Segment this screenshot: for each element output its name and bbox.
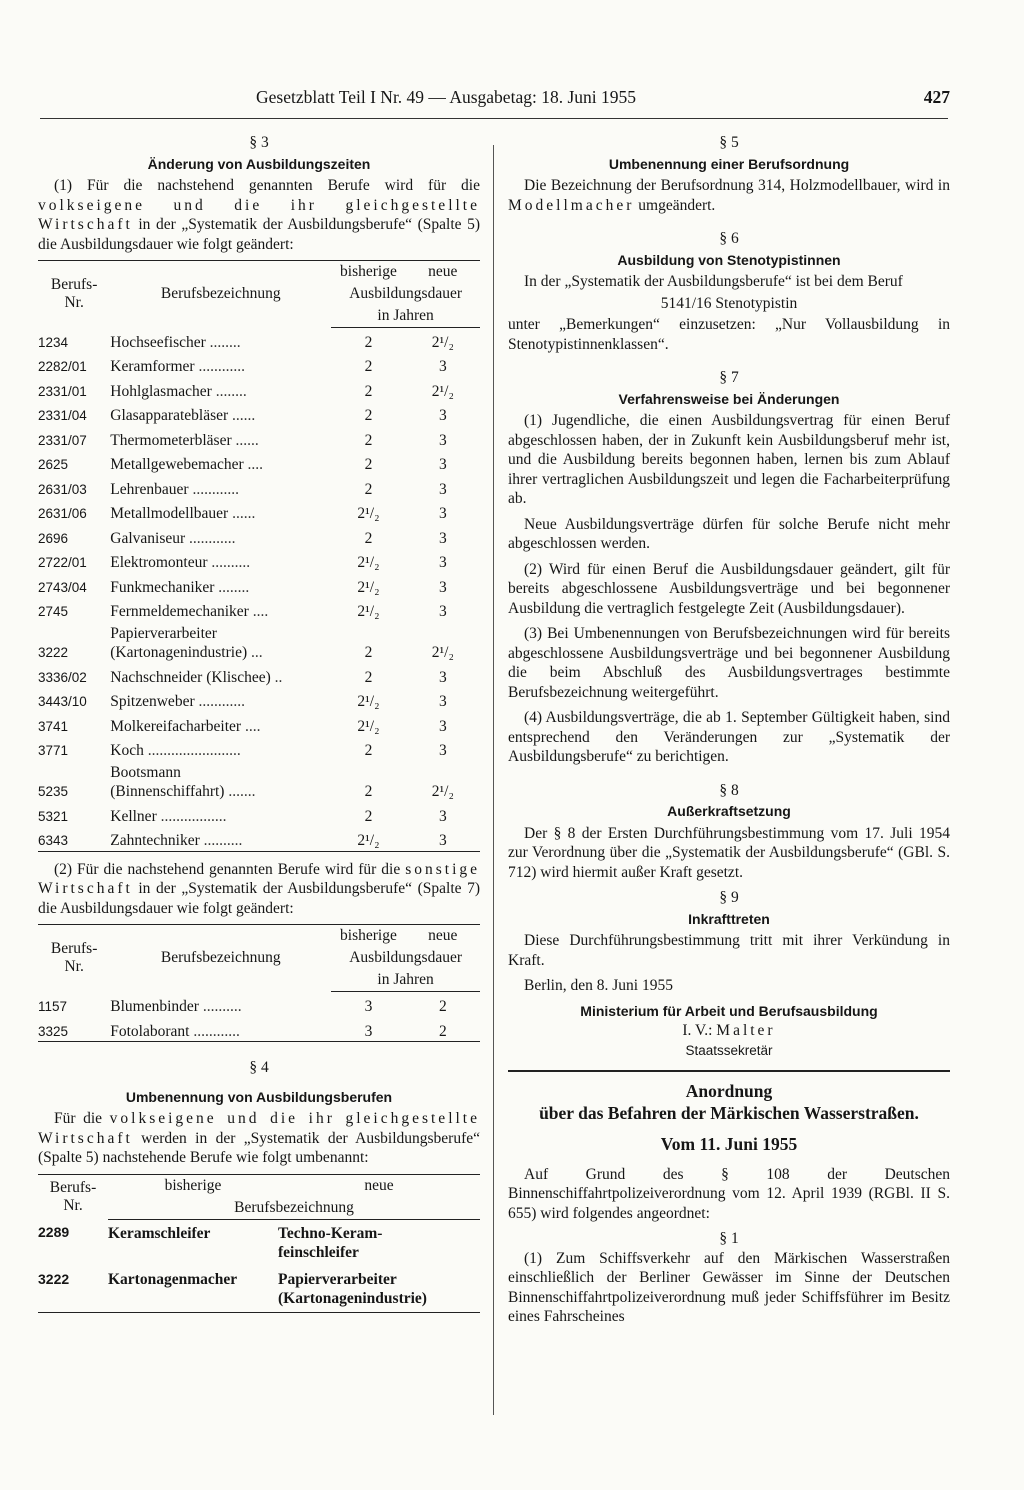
column-divider — [493, 145, 494, 1415]
cell-berufs-nr: 2631/06 — [38, 506, 87, 521]
cell-bisherige: 2¹/₂ — [357, 603, 380, 620]
cell-berufs-nr: 3325 — [38, 1023, 69, 1039]
cell-berufs-nr: 2331/04 — [38, 408, 87, 423]
duration-table-1 — [38, 260, 480, 852]
cell-name-text: Zahntechniker — [110, 832, 200, 849]
table-row — [38, 426, 480, 451]
cell-berufsbezeichnung — [110, 622, 331, 663]
cell-neue: 3 — [438, 693, 447, 710]
table-row — [38, 377, 480, 402]
cell-name-text: Kellner — [110, 807, 157, 825]
cell-name-text: Funkmechaniker — [110, 578, 215, 596]
cell-bisherige: 2 — [364, 807, 373, 825]
table-row — [38, 663, 480, 688]
cell-neue: 3 — [438, 529, 447, 547]
section-7-title: Verfahrensweise bei Änderungen — [618, 390, 840, 407]
cell-neue: 3 — [438, 505, 447, 522]
cell-name-text: Molkereifacharbeiter — [110, 717, 242, 735]
cell-neue: 3 — [438, 431, 447, 449]
section-5-title: Umbenennung einer Berufsordnung — [608, 155, 850, 172]
cell-berufs-nr: 2743/04 — [38, 579, 87, 595]
cell-name-text: Lehrenbauer — [110, 480, 189, 498]
th-rename-nr: Berufs- Nr. — [49, 1178, 97, 1214]
leader-dots: .... — [252, 603, 269, 620]
cell-berufsbezeichnung — [110, 992, 331, 1017]
cell-bisherige: 2¹/₂ — [357, 693, 380, 710]
cell-berufs-nr: 5321 — [38, 808, 69, 824]
section-6-title: Ausbildung von Stenotypistinnen — [617, 251, 841, 268]
leader-dots: .... — [247, 456, 264, 473]
cell-neue: 3 — [438, 668, 447, 686]
ministry-name: Ministerium für Arbeit und Berufsausbildung — [580, 1002, 878, 1019]
leader-dots: ........ — [218, 578, 250, 596]
cell-bisherige: 2 — [364, 382, 373, 400]
th-in-jahren: in Jahren — [331, 305, 480, 328]
th-in-jahren-2: in Jahren — [331, 969, 480, 992]
section-7-paragraph-4: (4) Ausbildungsverträge, die ab 1. September Gültigkeit haben, sind entsprechend den Veränderungen zur „Systematik der Ausbildungsberufe“ zu berichtigen. — [508, 709, 950, 765]
cell-berufsbezeichnung — [110, 352, 331, 377]
cell-neue: 2 — [438, 1022, 447, 1040]
cell-bisherige: 2¹/₂ — [357, 554, 380, 571]
cell-bisherige: 2¹/₂ — [357, 717, 380, 735]
cell-berufs-nr: 2331/01 — [38, 383, 87, 399]
cell-berufsbezeichnung — [110, 401, 331, 426]
table-row — [38, 597, 480, 622]
cell-berufs-nr: 3443/10 — [38, 694, 87, 709]
cell-berufsbezeichnung — [110, 687, 331, 712]
cell-berufs-nr: 6343 — [38, 833, 69, 848]
anordnung-subtitle: über das Befahren der Märkischen Wasserstraßen. — [539, 1102, 919, 1123]
cell-berufsbezeichnung — [110, 499, 331, 524]
table-row — [38, 1266, 480, 1313]
section-7-paragraph-1: (1) Jugendliche, die einen Ausbildungsvertrag für einen Beruf abgeschlossen haben, der in Zukunft kein Ausbildungsberuf mehr ist, und die Ausbildung bereits begonnen haben, lernen bis zum Ablauf ihrer vertraglichen Ausbildungszeit und legen die Facharbeiterprüfung ab. — [508, 412, 950, 507]
cell-rename-nr: 2289 — [38, 1224, 70, 1240]
rename-table — [38, 1174, 480, 1313]
cell-name-text: Blumenbinder — [110, 998, 199, 1015]
section-6-paragraph-2: unter „Bemerkungen“ einzusetzen: „Nur Vollausbildung in Stenotypistinnenklassen“. — [508, 316, 950, 353]
section-4-title: Umbenennung von Ausbildungsberufen — [125, 1088, 393, 1105]
th-berufsbezeichnung: Berufsbezeichnung — [160, 285, 281, 303]
cell-berufs-nr: 2625 — [38, 457, 69, 472]
leader-dots: .......... — [202, 998, 242, 1015]
cell-neue: 3 — [438, 554, 447, 571]
cell-bisherige: 3 — [364, 1022, 373, 1040]
cell-name-text: Nachschneider (Klischee) — [110, 668, 271, 686]
section-9-title: Inkrafttreten — [688, 910, 770, 927]
cell-berufsbezeichnung — [110, 826, 331, 851]
table-row — [38, 1017, 480, 1042]
cell-name-text: Papierverarbeiter (Kartonagenindustrie) — [110, 624, 248, 661]
cell-berufs-nr: 1157 — [38, 999, 68, 1014]
leader-dots: ............ — [198, 693, 245, 710]
cell-bisherige: 2¹/₂ — [357, 578, 380, 596]
cell-neue: 2¹/₂ — [431, 382, 454, 400]
cell-bisherige: 2¹/₂ — [357, 505, 380, 522]
right-column — [508, 133, 950, 1333]
section-7-paragraph-1b: Neue Ausbildungsverträge dürfen für solche Berufe nicht mehr abgeschlossen werden. — [508, 515, 950, 552]
cell-bisherige: 2 — [364, 456, 373, 473]
cell-berufsbezeichnung — [110, 663, 331, 688]
cell-name-text: Thermometerbläser — [110, 431, 232, 449]
cell-berufsbezeichnung — [110, 802, 331, 827]
section-8-paragraph: Der § 8 der Ersten Durchführungsbestimmung vom 17. Juli 1954 zur Verordnung über die „Systematik der Ausbildungsberufe“ (GBl. S. 712) wird hiermit außer Kraft gesetzt. — [508, 824, 950, 881]
cell-berufsbezeichnung — [110, 712, 331, 737]
cell-berufs-nr: 3741 — [38, 718, 69, 734]
cell-neue: 3 — [438, 717, 447, 735]
table-row — [38, 548, 480, 573]
cell-berufs-nr: 5235 — [38, 784, 69, 799]
th-rename-old: bisherige — [164, 1176, 222, 1194]
table-row — [38, 736, 480, 761]
table-row — [38, 475, 480, 500]
anordnung-date: Vom 11. Juni 1955 — [660, 1134, 798, 1154]
cell-berufsbezeichnung — [110, 524, 331, 549]
cell-rename-old: Kartonagenmacher — [108, 1270, 238, 1288]
leader-dots: ................. — [160, 807, 227, 825]
place-date: Berlin, den 8. Juni 1955 — [524, 977, 673, 994]
cell-neue: 2¹/₂ — [431, 783, 454, 800]
th-berufs-nr-2: Berufs- Nr. — [50, 940, 98, 976]
cell-berufs-nr: 2745 — [38, 604, 69, 619]
section-4-paragraph: Für die volkseigene und die ihr gleichgestellte Wirtschaft werden in der „Systematik der Ausbildungsberufe“ (Spalte 5) nachstehende Berufe wie folgt umbenannt: — [38, 1110, 481, 1166]
cell-berufsbezeichnung — [110, 736, 331, 761]
cell-name-text: Elektromonteur — [110, 554, 208, 571]
leader-dots: ............ — [192, 480, 239, 498]
cell-neue: 3 — [438, 456, 447, 473]
cell-neue: 3 — [438, 832, 447, 849]
header-rule — [40, 118, 948, 119]
section-8-title: Außerkraftsetzung — [667, 803, 791, 819]
th-neue-2: neue — [428, 927, 458, 944]
cell-bisherige: 2 — [364, 783, 373, 800]
cell-name-text: Glasapparatebläser — [110, 407, 229, 424]
table-row — [38, 328, 480, 353]
cell-bisherige: 2¹/₂ — [357, 832, 380, 849]
page-number: 427 — [923, 87, 950, 107]
leader-dots: ............ — [198, 358, 245, 375]
th-berufsbezeichnung-2: Berufsbezeichnung — [160, 949, 281, 967]
cell-berufsbezeichnung — [110, 328, 331, 353]
cell-neue: 3 — [438, 407, 447, 424]
cell-neue: 2¹/₂ — [431, 644, 454, 661]
leader-dots: ........ — [209, 333, 241, 351]
cell-name-text: Metallmodellbauer — [110, 505, 229, 522]
cell-berufs-nr: 2696 — [38, 530, 69, 546]
cell-bisherige: 2 — [364, 431, 373, 449]
cell-name-text: Hochseefischer — [110, 333, 206, 351]
cell-neue: 3 — [438, 742, 447, 759]
cell-berufs-nr: 2331/07 — [38, 432, 87, 448]
cell-bisherige: 3 — [364, 998, 373, 1015]
cell-berufsbezeichnung — [110, 573, 331, 598]
cell-berufsbezeichnung — [110, 1017, 331, 1042]
anordnung-section-1-paragraph: (1) Zum Schiffsverkehr auf den Märkischen Wasserstraßen einschließlich der Berliner Gewässer im Sinne der Deutschen Binnenschiffahrtpolizeiverordnung muß jeder Schiffsführer im Besitz eines Fahrscheines — [508, 1249, 950, 1325]
cell-name-text: Keramformer — [110, 358, 195, 375]
cell-berufs-nr: 2282/01 — [38, 359, 87, 374]
cell-neue: 2¹/₂ — [431, 333, 454, 351]
cell-berufsbezeichnung — [110, 426, 331, 451]
signer-line: I. V.: Malter — [682, 1022, 776, 1039]
cell-name-text: Koch — [110, 742, 144, 759]
page-header — [40, 88, 950, 112]
table-row — [38, 761, 480, 802]
th-ausbildungsdauer-2: Ausbildungsdauer — [349, 949, 463, 966]
cell-berufs-nr: 1234 — [38, 334, 69, 350]
cell-bisherige: 2 — [364, 668, 373, 686]
section-7-paragraph-3: (3) Bei Umbenennungen von Berufsbezeichnungen wird für bereits abgeschlossene Ausbildungsverträge und bei begonnener Ausbildung die beim Abschluß des Ausbildungsvertrages bestimmte Berufsbezeichnung weitergeführt. — [508, 625, 950, 701]
cell-name-text: Fernmeldemechaniker — [110, 603, 249, 620]
table-row — [38, 622, 480, 663]
leader-dots: .... — [244, 717, 261, 735]
cell-berufs-nr: 2631/03 — [38, 481, 87, 497]
anordnung-paragraph: Auf Grund des § 108 der Deutschen Binnenschiffahrtpolizeiverordnung vom 12. April 1939 (RGBl. II S. 655) wird folgendes angeordnet: — [508, 1165, 950, 1222]
section-3-paragraph-1: (1) Für die nachstehend genannten Berufe wird für die volkseigene und die ihr gleichgestellte Wirtschaft in der „Systematik der Ausbildungsberufe“ (Spalte 5) die Ausbildungsdauer wie folgt geändert: — [38, 177, 481, 253]
section-7-number: § 7 — [719, 369, 739, 386]
cell-rename-new: Techno-Keram- feinschleifer — [278, 1224, 383, 1261]
cell-berufsbezeichnung — [110, 475, 331, 500]
th-berufs-nr: Berufs- Nr. — [50, 276, 98, 312]
leader-dots: ...... — [232, 505, 256, 522]
section-8-number: § 8 — [719, 781, 739, 799]
left-column — [38, 133, 480, 1321]
cell-neue: 3 — [438, 480, 447, 498]
cell-name-text: Galvaniseur — [110, 529, 186, 547]
table-row — [38, 352, 480, 377]
cell-berufsbezeichnung — [110, 548, 331, 573]
header-title: Gesetzblatt Teil I Nr. 49 — Ausgabetag: 18. Juni 1955 — [256, 87, 636, 107]
cell-name-text: Hohlglasmacher — [110, 382, 212, 400]
duration-table-2 — [38, 924, 480, 1042]
cell-berufs-nr: 3222 — [38, 645, 69, 660]
table-row — [38, 802, 480, 827]
cell-name-text: Metallgewebemacher — [110, 456, 244, 473]
leader-dots: ...... — [235, 431, 259, 449]
cell-name-text: Spitzenweber — [110, 693, 195, 710]
leader-dots: ...... — [232, 407, 256, 424]
section-3-title: Änderung von Ausbildungszeiten — [147, 155, 371, 172]
cell-rename-old: Keramschleifer — [108, 1224, 211, 1242]
leader-dots: .......... — [211, 554, 251, 571]
anordnung-title: Anordnung — [685, 1081, 773, 1101]
cell-neue: 2 — [438, 998, 447, 1015]
cell-neue: 3 — [438, 578, 447, 596]
leader-dots: ........................ — [147, 742, 241, 759]
anordnung-section-1-number: § 1 — [719, 1230, 739, 1247]
cell-bisherige: 2 — [364, 358, 373, 375]
section-5-paragraph: Die Bezeichnung der Berufsordnung 314, Holzmodellbauer, wird in Modellmacher umgeändert. — [508, 177, 950, 214]
cell-rename-new: Papierverarbeiter (Kartonagenindustrie) — [278, 1270, 427, 1307]
section-separator — [508, 1070, 950, 1072]
th-ausbildungsdauer: Ausbildungsdauer — [349, 285, 463, 302]
leader-dots: .......... — [203, 832, 243, 849]
leader-dots: ............ — [193, 1022, 240, 1040]
cell-berufs-nr: 2722/01 — [38, 555, 87, 570]
section-3-paragraph-2: (2) Für die nachstehend genannten Berufe wird für die sonstige Wirtschaft in der „Systematik der Ausbildungsberufe“ (Spalte 7) die Ausbildungsdauer wie folgt geändert: — [38, 860, 481, 917]
th-bisherige: bisherige — [340, 263, 397, 280]
cell-berufsbezeichnung — [110, 597, 331, 622]
th-rename-new: neue — [364, 1176, 394, 1194]
section-4-number: § 4 — [249, 1059, 269, 1076]
section-3-number: § 3 — [249, 134, 269, 151]
section-6-number: § 6 — [719, 230, 739, 247]
section-9-paragraph: Diese Durchführungsbestimmung tritt mit ihrer Verkündung in Kraft. — [508, 932, 950, 969]
leader-dots: ... — [251, 644, 263, 661]
cell-bisherige: 2 — [364, 480, 373, 498]
cell-berufsbezeichnung — [110, 450, 331, 475]
table-row — [38, 450, 480, 475]
cell-berufsbezeichnung — [110, 761, 331, 802]
cell-berufs-nr: 3771 — [38, 743, 69, 758]
table-row — [38, 992, 480, 1017]
table-row — [38, 687, 480, 712]
section-5-number: § 5 — [719, 134, 739, 151]
cell-name-text: Fotolaborant — [110, 1022, 190, 1040]
table-row — [38, 712, 480, 737]
table-row — [38, 524, 480, 549]
th-bisherige-2: bisherige — [340, 927, 397, 944]
table-row — [38, 573, 480, 598]
cell-berufsbezeichnung — [110, 377, 331, 402]
signer-role: Staatssekretär — [685, 1042, 773, 1058]
table-row — [38, 401, 480, 426]
cell-neue: 3 — [438, 603, 447, 620]
leader-dots: ....... — [228, 783, 256, 800]
cell-bisherige: 2 — [364, 333, 373, 351]
section-7-paragraph-2: (2) Wird für einen Beruf die Ausbildungsdauer geändert, gilt für bereits abgeschlossene Ausbildungsverträge und bei begonnener Ausbildung die vertraglich festgelegte Zeit (Ausbildungsdauer). — [508, 560, 950, 617]
cell-bisherige: 2 — [364, 742, 373, 759]
leader-dots: ............ — [189, 529, 236, 547]
section-6-code-line: 5141/16 Stenotypistin — [660, 294, 798, 312]
table-row — [38, 826, 480, 851]
leader-dots: .. — [274, 668, 283, 686]
leader-dots: ........ — [215, 382, 247, 400]
cell-rename-nr: 3222 — [38, 1270, 70, 1287]
th-rename-name: Berufsbezeichnung — [108, 1197, 480, 1220]
table-row — [38, 499, 480, 524]
section-9-number: § 9 — [719, 889, 739, 906]
cell-name-text: Bootsmann (Binnenschiffahrt) — [110, 763, 225, 800]
cell-berufs-nr: 3336/02 — [38, 669, 87, 685]
cell-neue: 3 — [438, 807, 447, 825]
cell-bisherige: 2 — [364, 529, 373, 547]
cell-bisherige: 2 — [364, 407, 373, 424]
cell-bisherige: 2 — [364, 644, 373, 661]
th-neue: neue — [428, 263, 458, 280]
cell-neue: 3 — [438, 358, 447, 375]
section-6-paragraph-1: In der „Systematik der Ausbildungsberufe“ ist bei dem Beruf — [524, 273, 903, 290]
table-row — [38, 1219, 480, 1266]
